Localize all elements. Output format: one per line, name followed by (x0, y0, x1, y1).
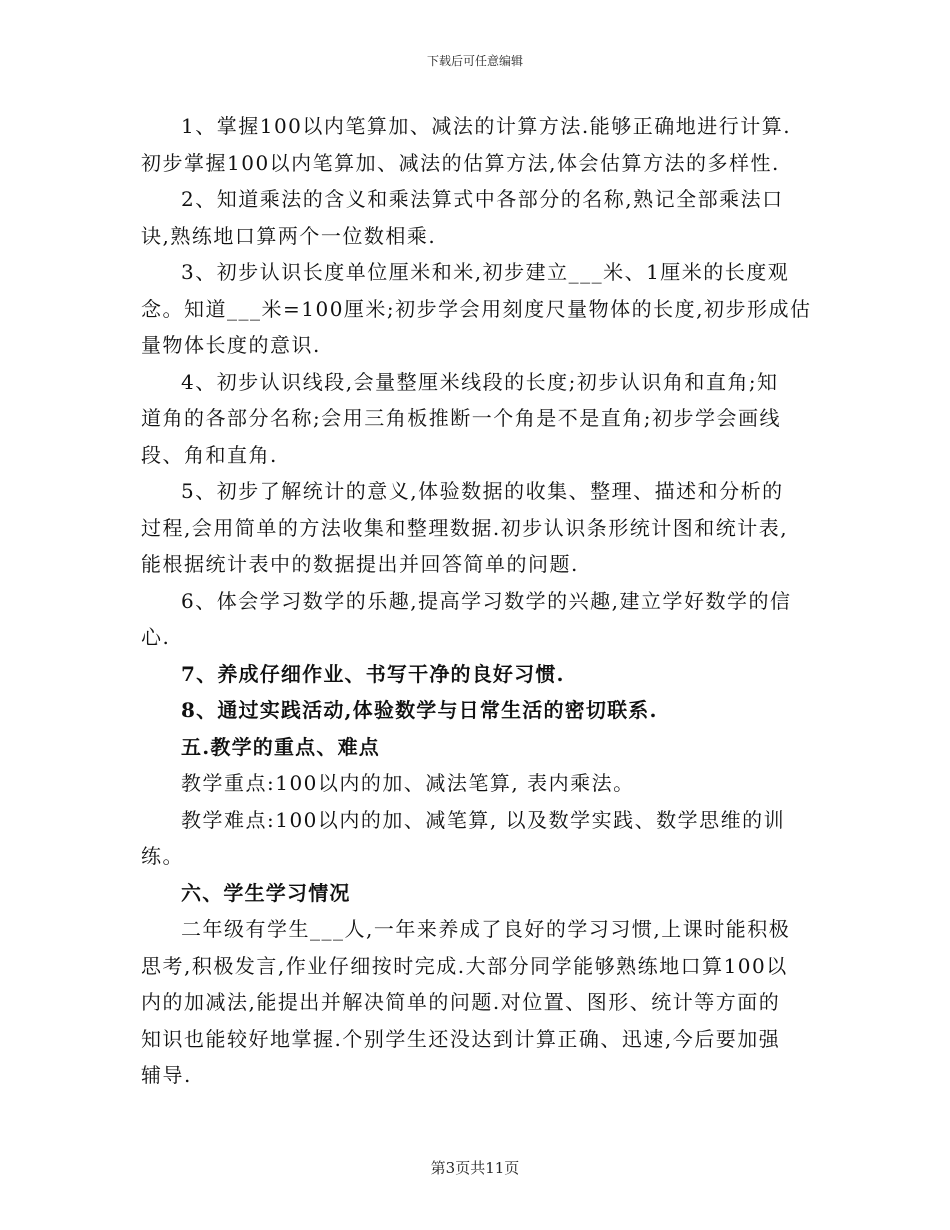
text-line: 练。 (141, 844, 184, 868)
text-line: 念。知道___米=100厘米;初步学会用刻度尺量物体的长度,初步形成估 (141, 296, 812, 321)
text-line: 辅导. (141, 1063, 192, 1087)
text-line: 思考,积极发言,作业仔细按时完成.大部分同学能够熟练地口算100以 (141, 953, 788, 978)
text-line: 内的加减法,能提出并解决简单的问题.对位置、图形、统计等方面的 (141, 990, 781, 1014)
text-line: 1、掌握100以内笔算加、减法的计算方法.能够正确地进行计算. (181, 114, 792, 138)
text-line: 教学难点:100以内的加、减笔算, 以及数学实践、数学思维的训 (181, 807, 786, 832)
text-line: 段、角和直角. (141, 442, 278, 467)
paragraph-objective-7 (141, 656, 811, 693)
paragraph-objective-1 (141, 108, 811, 181)
paragraph-difficult-points (141, 802, 811, 875)
paragraph-key-points (141, 765, 811, 802)
text-line: 心. (141, 625, 171, 649)
paragraph-objective-4 (141, 364, 811, 474)
text-line: 8、通过实践活动,体验数学与日常生活的密切联系. (181, 698, 658, 722)
text-line: 二年级有学生___人,一年来养成了良好的学习习惯,上课时能积极 (181, 917, 791, 941)
section-heading-key-points (141, 729, 811, 766)
paragraph-objective-3 (141, 254, 811, 364)
paragraph-objective-5 (141, 473, 811, 583)
paragraph-objective-2 (141, 181, 811, 254)
paragraph-objective-6 (141, 583, 811, 656)
text-line: 能根据统计表中的数据提出并回答简单的问题. (141, 552, 579, 576)
section-heading-student-situation (141, 875, 811, 912)
text-line: 诀,熟练地口算两个一位数相乘. (141, 223, 437, 248)
text-line: 初步掌握100以内笔算加、减法的估算方法,体会估算方法的多样性. (141, 150, 780, 175)
text-line: 5、初步了解统计的意义,体验数据的收集、整理、描述和分析的 (181, 479, 784, 503)
page-header: 下载后可任意编辑 (426, 54, 523, 68)
text-line: 3、初步认识长度单位厘米和米,初步建立___米、1厘米的长度观 (181, 260, 790, 284)
document-body (141, 108, 811, 1094)
text-line: 6、体会学习数学的乐趣,提高学习数学的兴趣,建立学好数学的信 (181, 588, 792, 613)
text-line: 教学重点:100以内的加、减法笔算, 表内乘法。 (181, 771, 635, 795)
paragraph-objective-8 (141, 692, 811, 729)
text-line: 五.教学的重点、难点 (181, 734, 380, 759)
text-line: 过程,会用简单的方法收集和整理数据.初步认识条形统计图和统计表, (141, 515, 789, 540)
text-line: 量物体长度的意识. (141, 333, 321, 357)
text-line: 知识也能较好地掌握.个别学生还没达到计算正确、迅速,今后要加强 (141, 1026, 781, 1051)
text-line: 7、养成仔细作业、书写干净的良好习惯. (181, 661, 565, 686)
page-number: 第3页共11页 (430, 1159, 520, 1177)
text-line: 4、初步认识线段,会量整厘米线段的长度;初步认识角和直角;知 (181, 369, 779, 394)
text-line: 2、知道乘法的含义和乘法算式中各部分的名称,熟记全部乘法口 (181, 187, 784, 211)
paragraph-student-situation (141, 911, 811, 1094)
text-line: 六、学生学习情况 (181, 880, 351, 905)
text-line: 道角的各部分名称;会用三角板推断一个角是不是直角;初步学会画线 (141, 406, 781, 430)
